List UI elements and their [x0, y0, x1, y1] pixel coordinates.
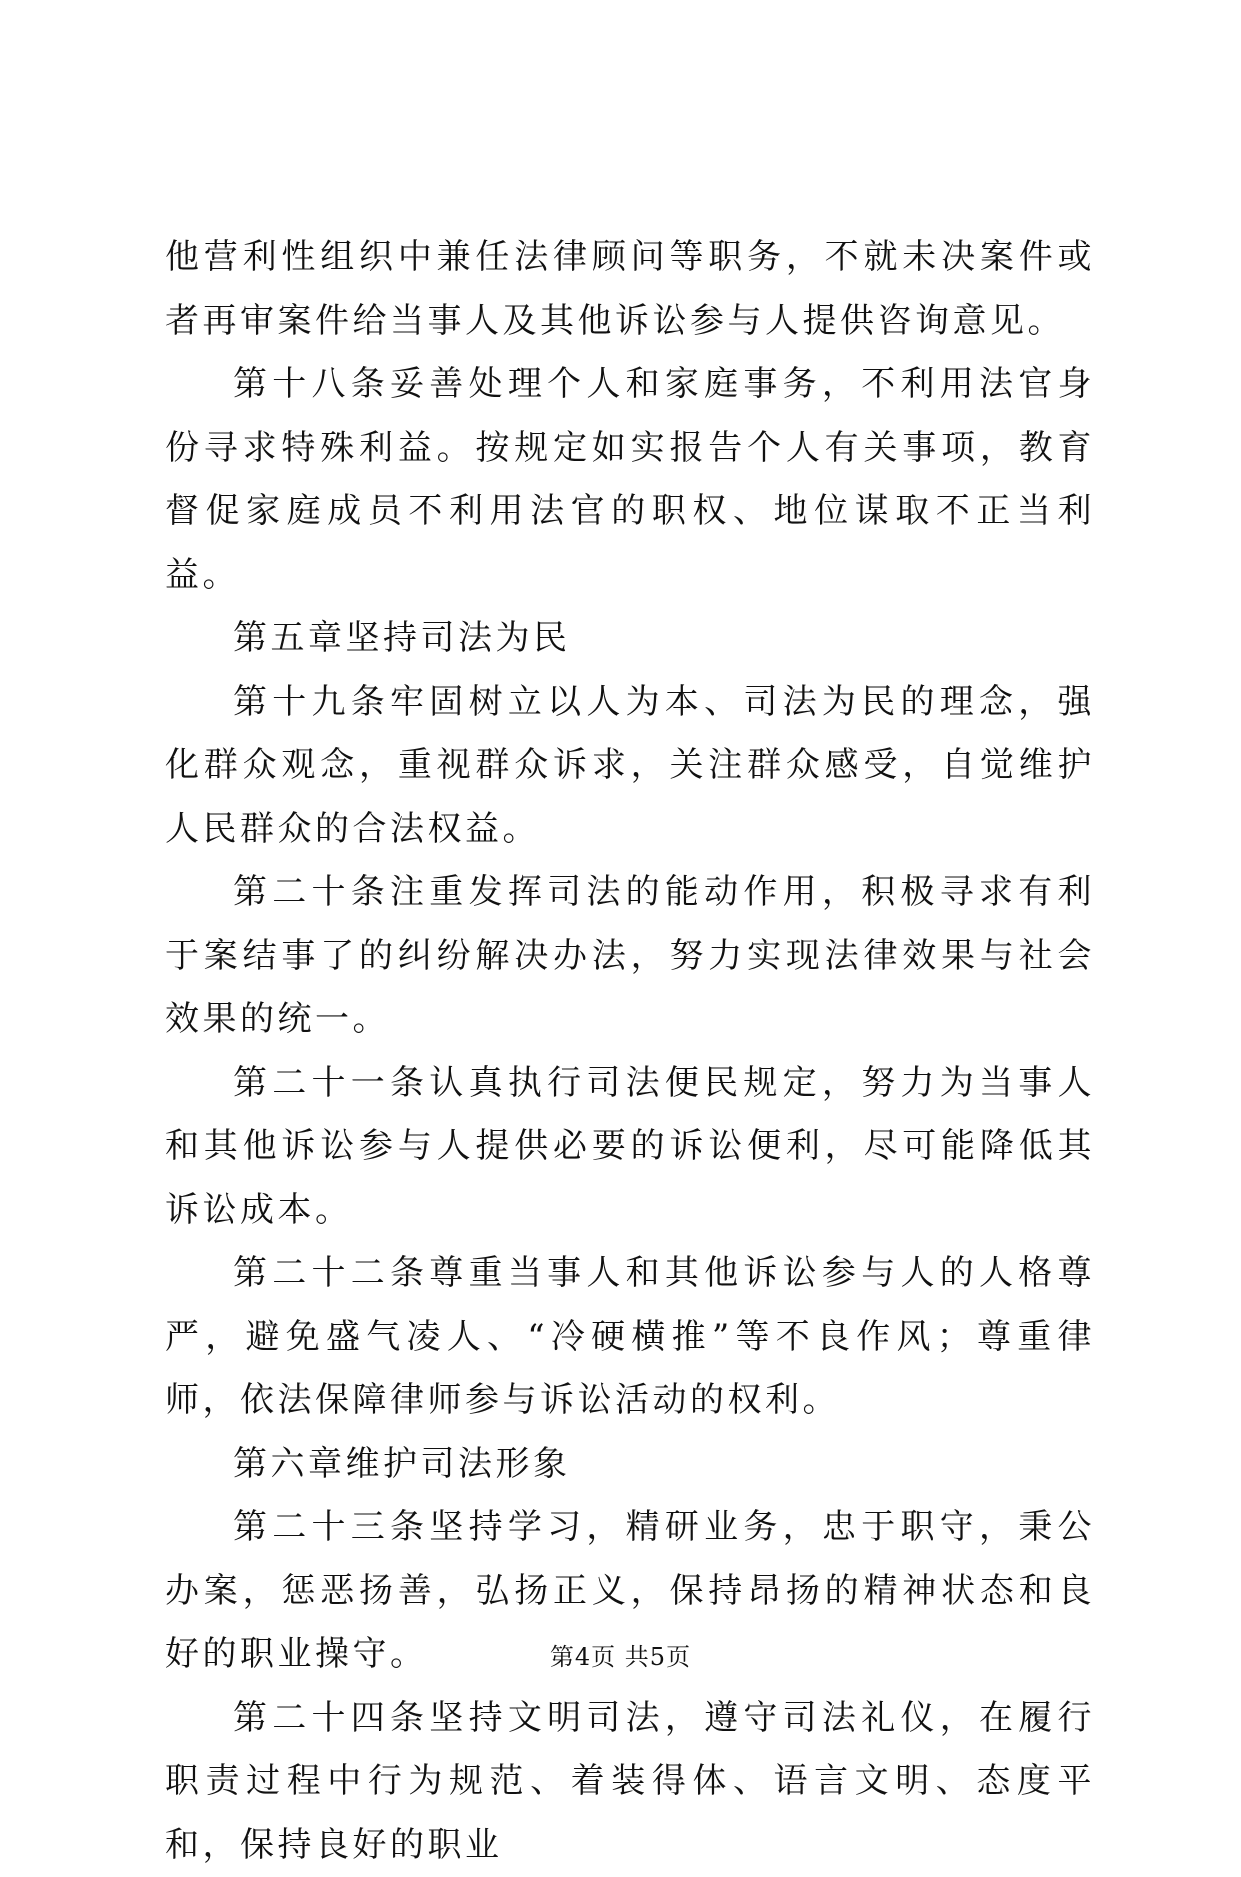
paragraph-article-24: 第二十四条坚持文明司法，遵守司法礼仪，在履行职责过程中行为规范、着装得体、语言文明、态度平和，保持良好的职业 [165, 1687, 1095, 1877]
paragraph-1: 他营利性组织中兼任法律顾问等职务，不就未决案件或者再审案件给当事人及其他诉讼参与人提供咨询意见。 [165, 226, 1095, 353]
paragraph-article-20: 第二十条注重发挥司法的能动作用，积极寻求有利于案结事了的纠纷解决办法，努力实现法律效果与社会效果的统一。 [165, 861, 1095, 1052]
chapter-5-heading: 第五章坚持司法为民 [165, 607, 1095, 671]
paragraph-article-21: 第二十一条认真执行司法便民规定，努力为当事人和其他诉讼参与人提供必要的诉讼便利，尽可能降低其诉讼成本。 [165, 1052, 1095, 1243]
paragraph-article-22: 第二十二条尊重当事人和其他诉讼参与人的人格尊严，避免盛气凌人、“冷硬横推”等不良作风；尊重律师，依法保障律师参与诉讼活动的权利。 [165, 1242, 1095, 1433]
chapter-6-heading: 第六章维护司法形象 [165, 1433, 1095, 1497]
document-body [165, 226, 1095, 1877]
paragraph-article-19: 第十九条牢固树立以人为本、司法为民的理念，强化群众观念，重视群众诉求，关注群众感受，自觉维护人民群众的合法权益。 [165, 671, 1095, 862]
paragraph-article-18: 第十八条妥善处理个人和家庭事务，不利用法官身份寻求特殊利益。按规定如实报告个人有关事项，教育督促家庭成员不利用法官的职权、地位谋取不正当利益。 [165, 353, 1095, 607]
paragraph-article-23: 第二十三条坚持学习，精研业务，忠于职守，秉公办案，惩恶扬善，弘扬正义，保持昂扬的精神状态和良好的职业操守。 [165, 1496, 1095, 1687]
page-footer: 第4页 共5页 [0, 1637, 1241, 1672]
